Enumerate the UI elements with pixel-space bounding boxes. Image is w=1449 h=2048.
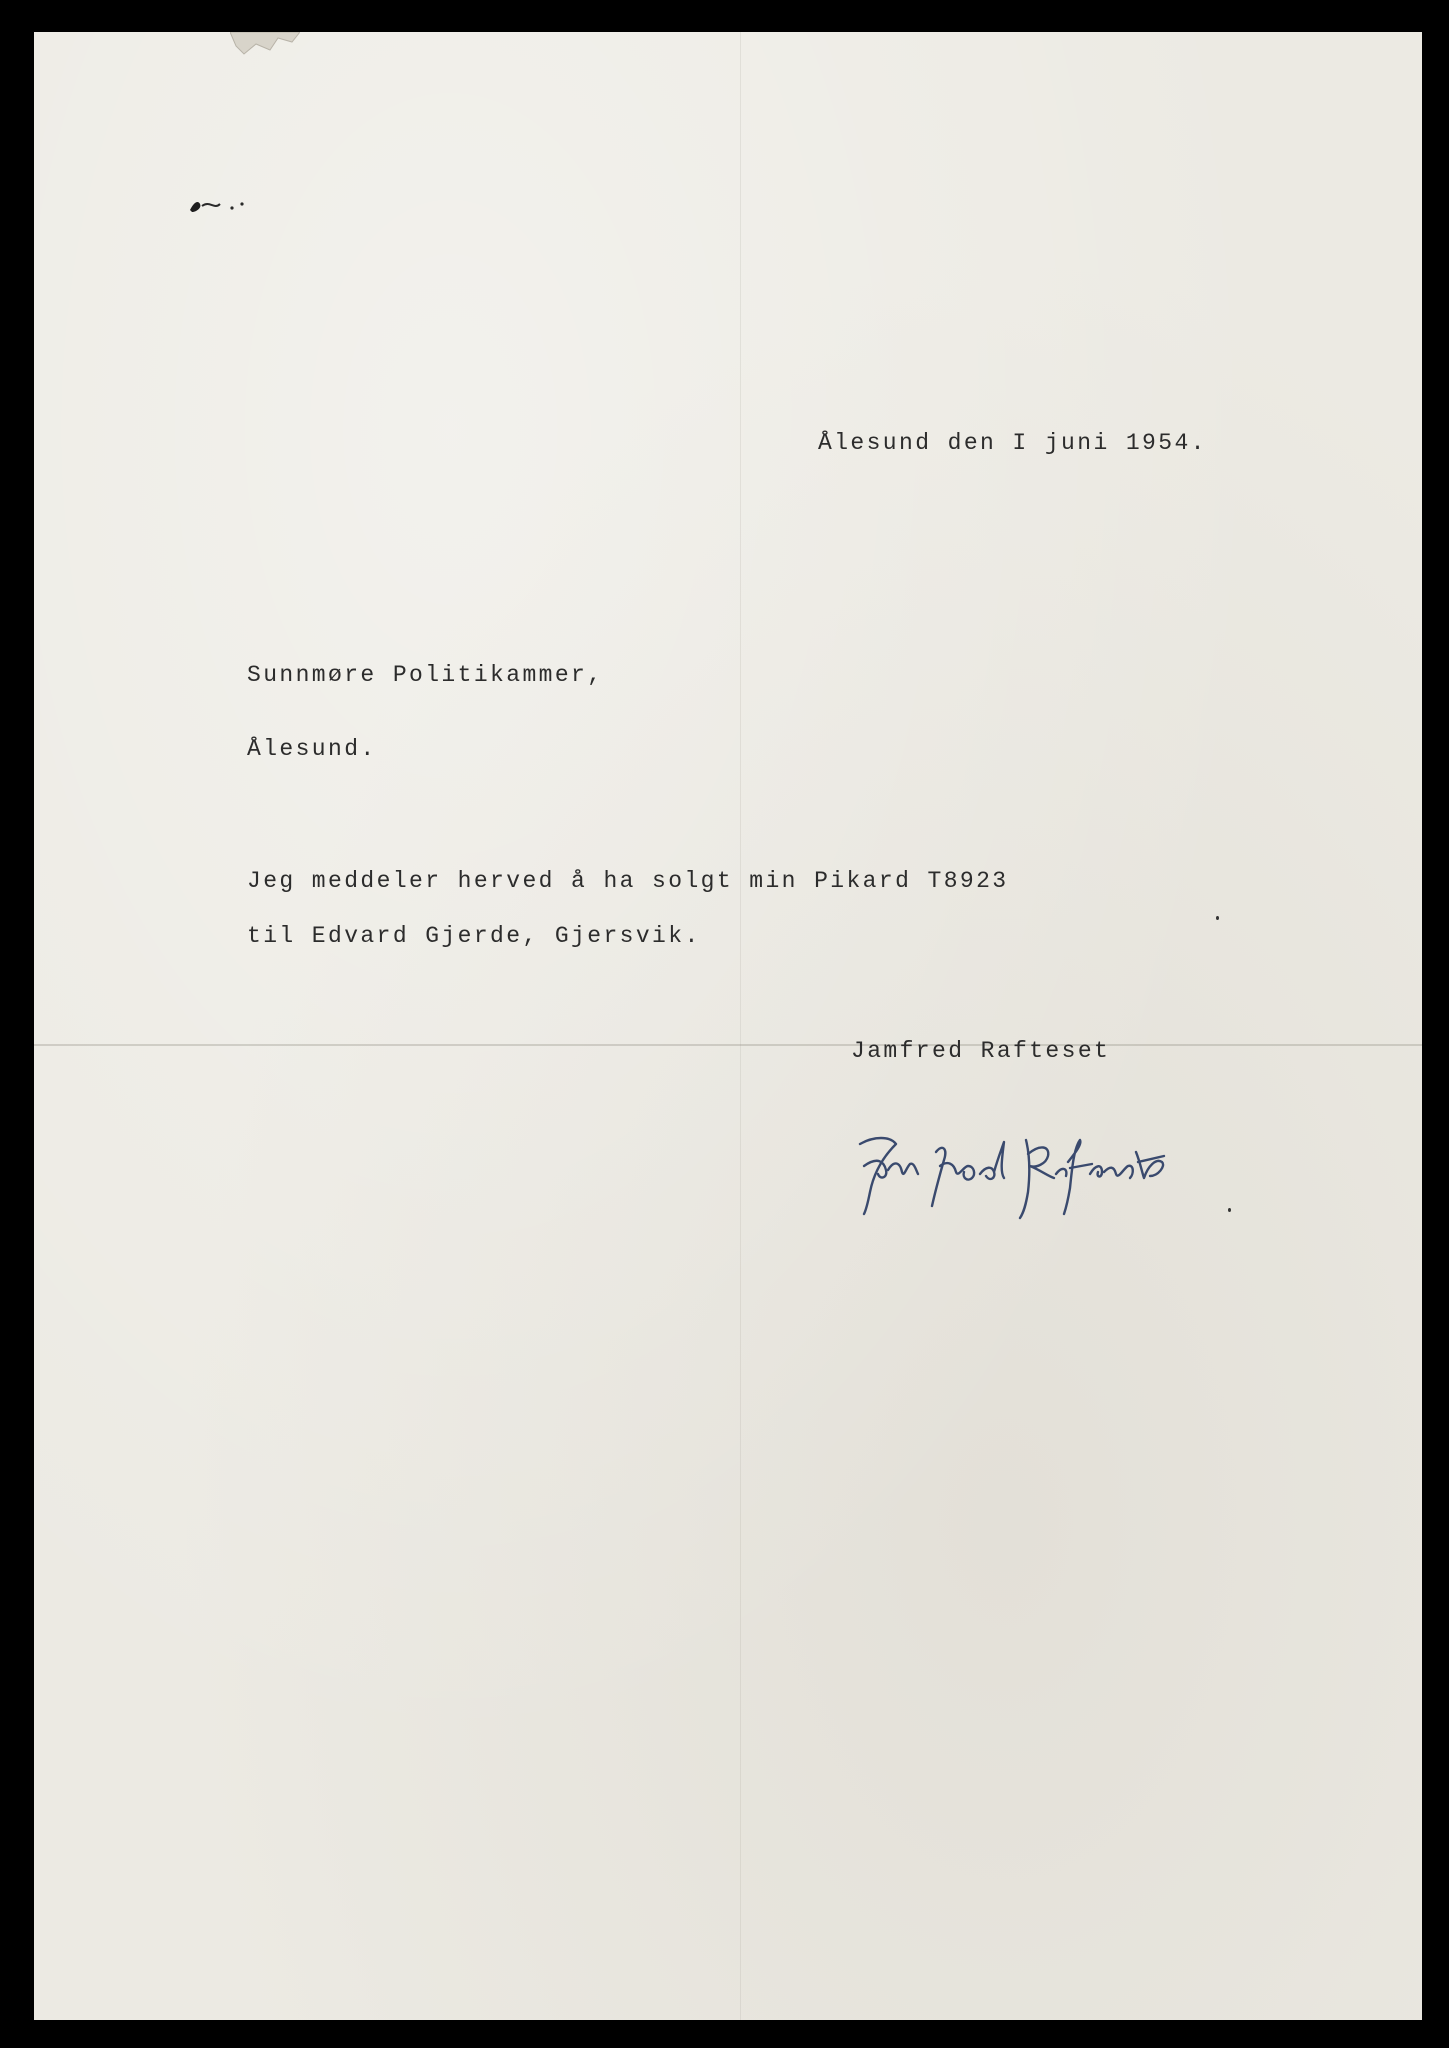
- vertical-fold-line: [740, 32, 741, 2020]
- date-line: Ålesund den I juni 1954.: [818, 430, 1207, 456]
- typed-signature-name: Jamfred Rafteset: [851, 1038, 1111, 1064]
- horizontal-fold-line: [34, 1044, 1422, 1046]
- handwritten-signature-icon: [844, 1122, 1184, 1222]
- body-line-1: Jeg meddeler herved å ha solgt min Pikard T8923: [247, 868, 1009, 894]
- ink-speck: [1228, 1208, 1231, 1212]
- body-line-2: til Edvard Gjerde, Gjersvik.: [247, 923, 701, 949]
- ink-speck: [1216, 916, 1219, 920]
- pen-mark-icon: [184, 182, 254, 222]
- torn-corner-mark: [230, 32, 300, 70]
- recipient-line-2: Ålesund.: [247, 736, 377, 762]
- recipient-line-1: Sunnmøre Politikammer,: [247, 662, 604, 688]
- paper-sheet: [34, 32, 1422, 2020]
